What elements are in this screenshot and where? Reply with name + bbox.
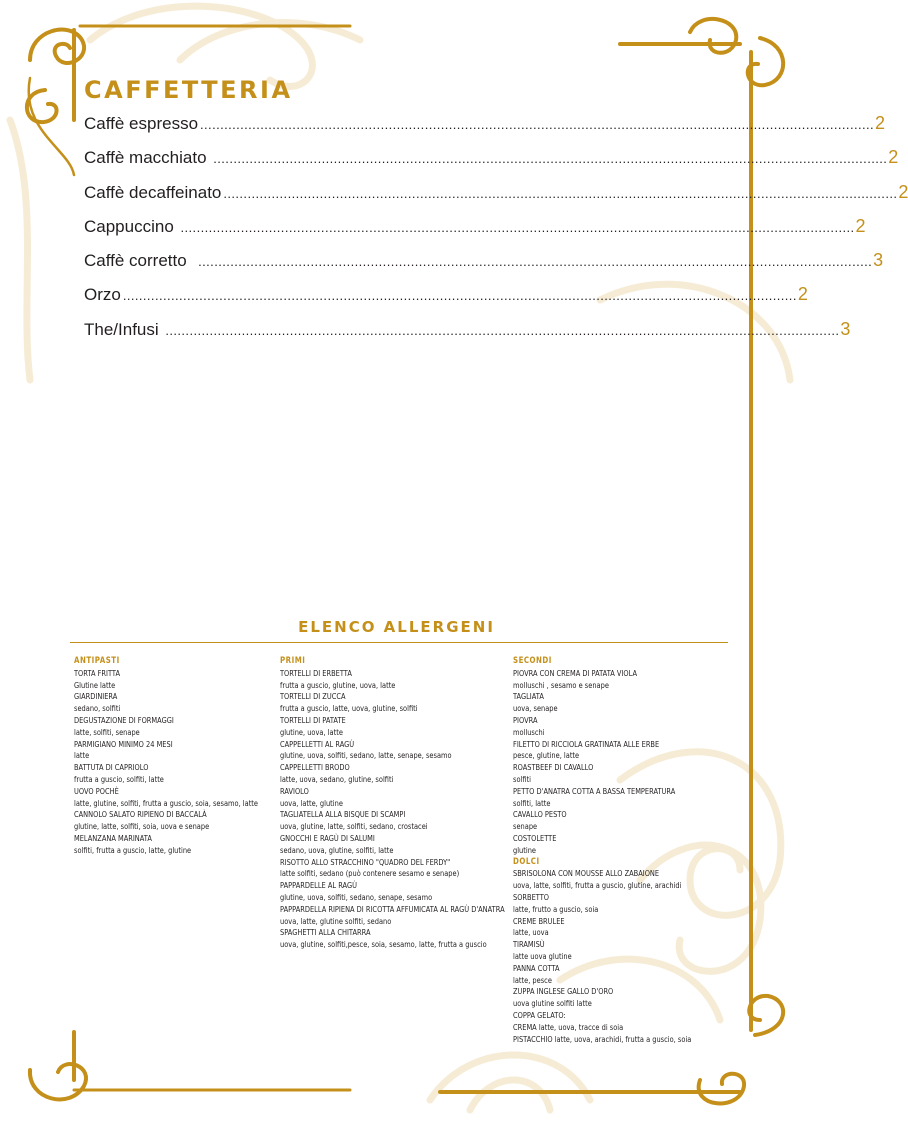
dish-name: TIRAMISÙ bbox=[513, 939, 545, 950]
dish-name: TORTELLI DI ERBETTA bbox=[280, 667, 352, 678]
menu-item bbox=[84, 284, 808, 318]
dish-allergens: solfiti, latte bbox=[513, 797, 551, 808]
dish-allergens: glutine, uova, latte bbox=[280, 726, 343, 737]
dish-allergens: uova, senape bbox=[513, 703, 558, 714]
menu-item-name: Caffè decaffeinato bbox=[84, 182, 222, 202]
menu-item bbox=[84, 113, 886, 147]
section-heading-antipasti: ANTIPASTI bbox=[74, 656, 120, 666]
dish-allergens: Glutine latte bbox=[74, 679, 116, 690]
dot-leader: ........................................................................................................................................................................ bbox=[165, 322, 840, 338]
dot-leader: ........................................................................................................................................................................ bbox=[122, 288, 797, 304]
dish-name: TORTA FRITTA bbox=[74, 667, 120, 678]
menu-item-price: 2 bbox=[898, 181, 908, 202]
entry-extra-line: PISTACCHIO latte, uova, arachidi, frutta a guscio, soia bbox=[513, 1033, 692, 1044]
dish-allergens: senape bbox=[513, 821, 538, 832]
dish-allergens: uova glutine solfiti latte bbox=[513, 998, 592, 1009]
dish-allergens: uova, latte, glutine solfiti, sedano bbox=[280, 915, 392, 926]
dish-allergens: molluschi , sesamo e senape bbox=[513, 679, 609, 690]
dish-allergens: latte, solfiti, senape bbox=[74, 726, 140, 737]
dish-name: PARMIGIANO MINIMO 24 MESI bbox=[74, 738, 173, 749]
dish-name: RISOTTO ALLO STRACCHINO "QUADRO DEL FERDY" bbox=[280, 856, 451, 867]
dot-leader: ........................................................................................................................................................................ bbox=[223, 185, 898, 201]
menu-item bbox=[84, 250, 884, 284]
dish-name: PANNA COTTA bbox=[513, 962, 560, 973]
section-heading-secondi: SECONDI bbox=[513, 656, 552, 666]
section-divider bbox=[70, 642, 728, 643]
dish-name: RAVIOLO bbox=[280, 785, 309, 796]
dish-allergens: solfiti, frutta a guscio, latte, glutine bbox=[74, 844, 192, 855]
dish-allergens: uova, latte, glutine bbox=[280, 797, 343, 808]
menu-item-name: Caffè espresso bbox=[84, 114, 199, 133]
entry-list bbox=[513, 668, 745, 857]
dish-allergens: latte, uova bbox=[513, 927, 549, 938]
dish-allergens: solfiti bbox=[513, 773, 532, 784]
dish-name: FILETTO DI RICCIOLA GRATINATA ALLE ERBE bbox=[513, 738, 660, 749]
dish-allergens: uova, latte, solfiti, frutta a guscio, glutine, arachidi bbox=[513, 880, 682, 891]
dish-name: CAVALLO PESTO bbox=[513, 809, 567, 820]
menu-item bbox=[84, 181, 908, 216]
dish-allergens: latte, uova, sedano, glutine, solfiti bbox=[280, 773, 394, 784]
section-heading-dolci: DOLCI bbox=[513, 856, 540, 867]
menu-item-name: Caffè corretto bbox=[84, 251, 197, 271]
dish-name: PAPPARDELLE AL RAGÙ bbox=[280, 880, 357, 891]
dish-allergens: latte, pesce bbox=[513, 974, 552, 985]
dish-allergens: sedano, solfiti bbox=[74, 703, 121, 714]
menu-item-name: Orzo bbox=[84, 285, 121, 305]
dish-name: GNOCCHI E RAGÙ DI SALUMI bbox=[280, 832, 375, 843]
dish-allergens: pesce, glutine, latte bbox=[513, 750, 580, 761]
dish-allergens: CREMA latte, uova, tracce di soia bbox=[513, 1021, 624, 1032]
dish-allergens: uova, glutine, latte, solfiti, sedano, crostacei bbox=[280, 821, 428, 832]
entry-list bbox=[280, 668, 512, 951]
dish-name: PIOVRA bbox=[513, 714, 538, 725]
dish-allergens: glutine, latte, solfiti, soia, uova e senape bbox=[74, 821, 210, 832]
dish-name: TORTELLI DI ZUCCA bbox=[280, 691, 346, 702]
menu-item-name: Cappuccino bbox=[84, 216, 179, 236]
menu-item-price: 3 bbox=[840, 318, 851, 339]
menu-item bbox=[84, 215, 866, 250]
dish-name: COPPA GELATO: bbox=[513, 1009, 566, 1020]
section-heading-primi: PRIMI bbox=[280, 656, 306, 666]
dish-name: TORTELLI DI PATATE bbox=[280, 714, 346, 725]
menu-item-name: The/Infusi bbox=[84, 319, 164, 339]
dish-allergens: frutta a guscio, solfiti, latte bbox=[74, 773, 164, 784]
menu-item bbox=[84, 147, 899, 181]
entry-list bbox=[74, 668, 259, 857]
dot-leader: ........................................................................................................................................................................ bbox=[213, 151, 888, 167]
dish-name: UOVO POCHÈ bbox=[74, 785, 119, 796]
menu-item-price: 2 bbox=[797, 284, 808, 305]
dish-name: MELANZANA MARINATA bbox=[74, 832, 152, 843]
dish-name: CAPPELLETTI AL RAGÙ bbox=[280, 738, 355, 749]
dish-allergens: latte, frutto a guscio, soia bbox=[513, 903, 599, 914]
column-secondi-dolci bbox=[513, 656, 745, 1045]
dish-name: SBRISOLONA CON MOUSSE ALLO ZABAIONE bbox=[513, 868, 660, 879]
dot-leader: ........................................................................................................................................................................ bbox=[200, 117, 875, 132]
dish-allergens: glutine bbox=[513, 844, 537, 855]
column-primi bbox=[280, 656, 512, 951]
dish-name: ZUPPA INGLESE GALLO D'ORO bbox=[513, 986, 614, 997]
menu-item-price: 2 bbox=[875, 113, 886, 133]
caffetteria-list bbox=[84, 113, 908, 353]
dish-name: SORBETTO bbox=[513, 891, 550, 902]
dish-name: CAPPELLETTI BRODO bbox=[280, 762, 350, 773]
dish-name: ROASTBEEF DI CAVALLO bbox=[513, 762, 594, 773]
dish-name: PAPPARDELLA RIPIENA DI RICOTTA AFFUMICATA AL RAGÙ D'ANATRA bbox=[280, 903, 505, 914]
dish-allergens: molluschi bbox=[513, 726, 545, 737]
menu-item-price: 2 bbox=[888, 147, 899, 168]
dish-allergens: glutine, uova, solfiti, sedano, senape, sesamo bbox=[280, 891, 433, 902]
dot-leader: ........................................................................................................................................................................ bbox=[198, 254, 873, 270]
dish-name: CANNOLO SALATO RIPIENO DI BACCALÀ bbox=[74, 809, 207, 820]
dot-leader: ........................................................................................................................................................................ bbox=[180, 219, 855, 235]
dish-name: TAGLIATA bbox=[513, 691, 544, 702]
dish-name: SPAGHETTI ALLA CHITARRA bbox=[280, 927, 371, 938]
dish-allergens: sedano, uova, glutine, solfiti, latte bbox=[280, 844, 394, 855]
dish-name: PIOVRA CON CREMA DI PATATA VIOLA bbox=[513, 667, 637, 678]
column-antipasti bbox=[74, 656, 259, 857]
dish-name: GIARDINIERA bbox=[74, 691, 118, 702]
menu-item-price: 2 bbox=[855, 215, 866, 236]
dish-allergens: frutta a guscio, latte, uova, glutine, solfiti bbox=[280, 703, 418, 714]
caffetteria-title: CAFFETTERIA bbox=[84, 76, 293, 104]
dish-allergens: latte uova glutine bbox=[513, 950, 572, 961]
dish-allergens: frutta a guscio, glutine, uova, latte bbox=[280, 679, 396, 690]
dish-allergens: latte, glutine, solfiti, frutta a guscio, soia, sesamo, latte bbox=[74, 797, 258, 808]
dish-name: DEGUSTAZIONE DI FORMAGGI bbox=[74, 714, 174, 725]
dish-name: COSTOLETTE bbox=[513, 832, 557, 843]
dish-name: TAGLIATELLA ALLA BISQUE DI SCAMPI bbox=[280, 809, 406, 820]
dish-name: BATTUTA DI CAPRIOLO bbox=[74, 762, 149, 773]
menu-item-price: 3 bbox=[873, 250, 884, 271]
dish-allergens: latte bbox=[74, 750, 90, 761]
dish-name: PETTO D'ANATRA COTTA A BASSA TEMPERATURA bbox=[513, 785, 676, 796]
dish-allergens: glutine, uova, solfiti, sedano, latte, senape, sesamo bbox=[280, 750, 452, 761]
menu-item-name: Caffè macchiato bbox=[84, 148, 212, 168]
allergen-list-title: ELENCO ALLERGENI bbox=[298, 618, 495, 636]
menu-item bbox=[84, 318, 851, 353]
dish-allergens: latte solfiti, sedano (può contenere sesamo e senape) bbox=[280, 868, 460, 879]
dish-allergens: uova, glutine, solfiti,pesce, soia, sesamo, latte, frutta a guscio bbox=[280, 939, 487, 950]
entry-list bbox=[513, 868, 745, 1033]
dish-name: CREME BRULEE bbox=[513, 915, 565, 926]
